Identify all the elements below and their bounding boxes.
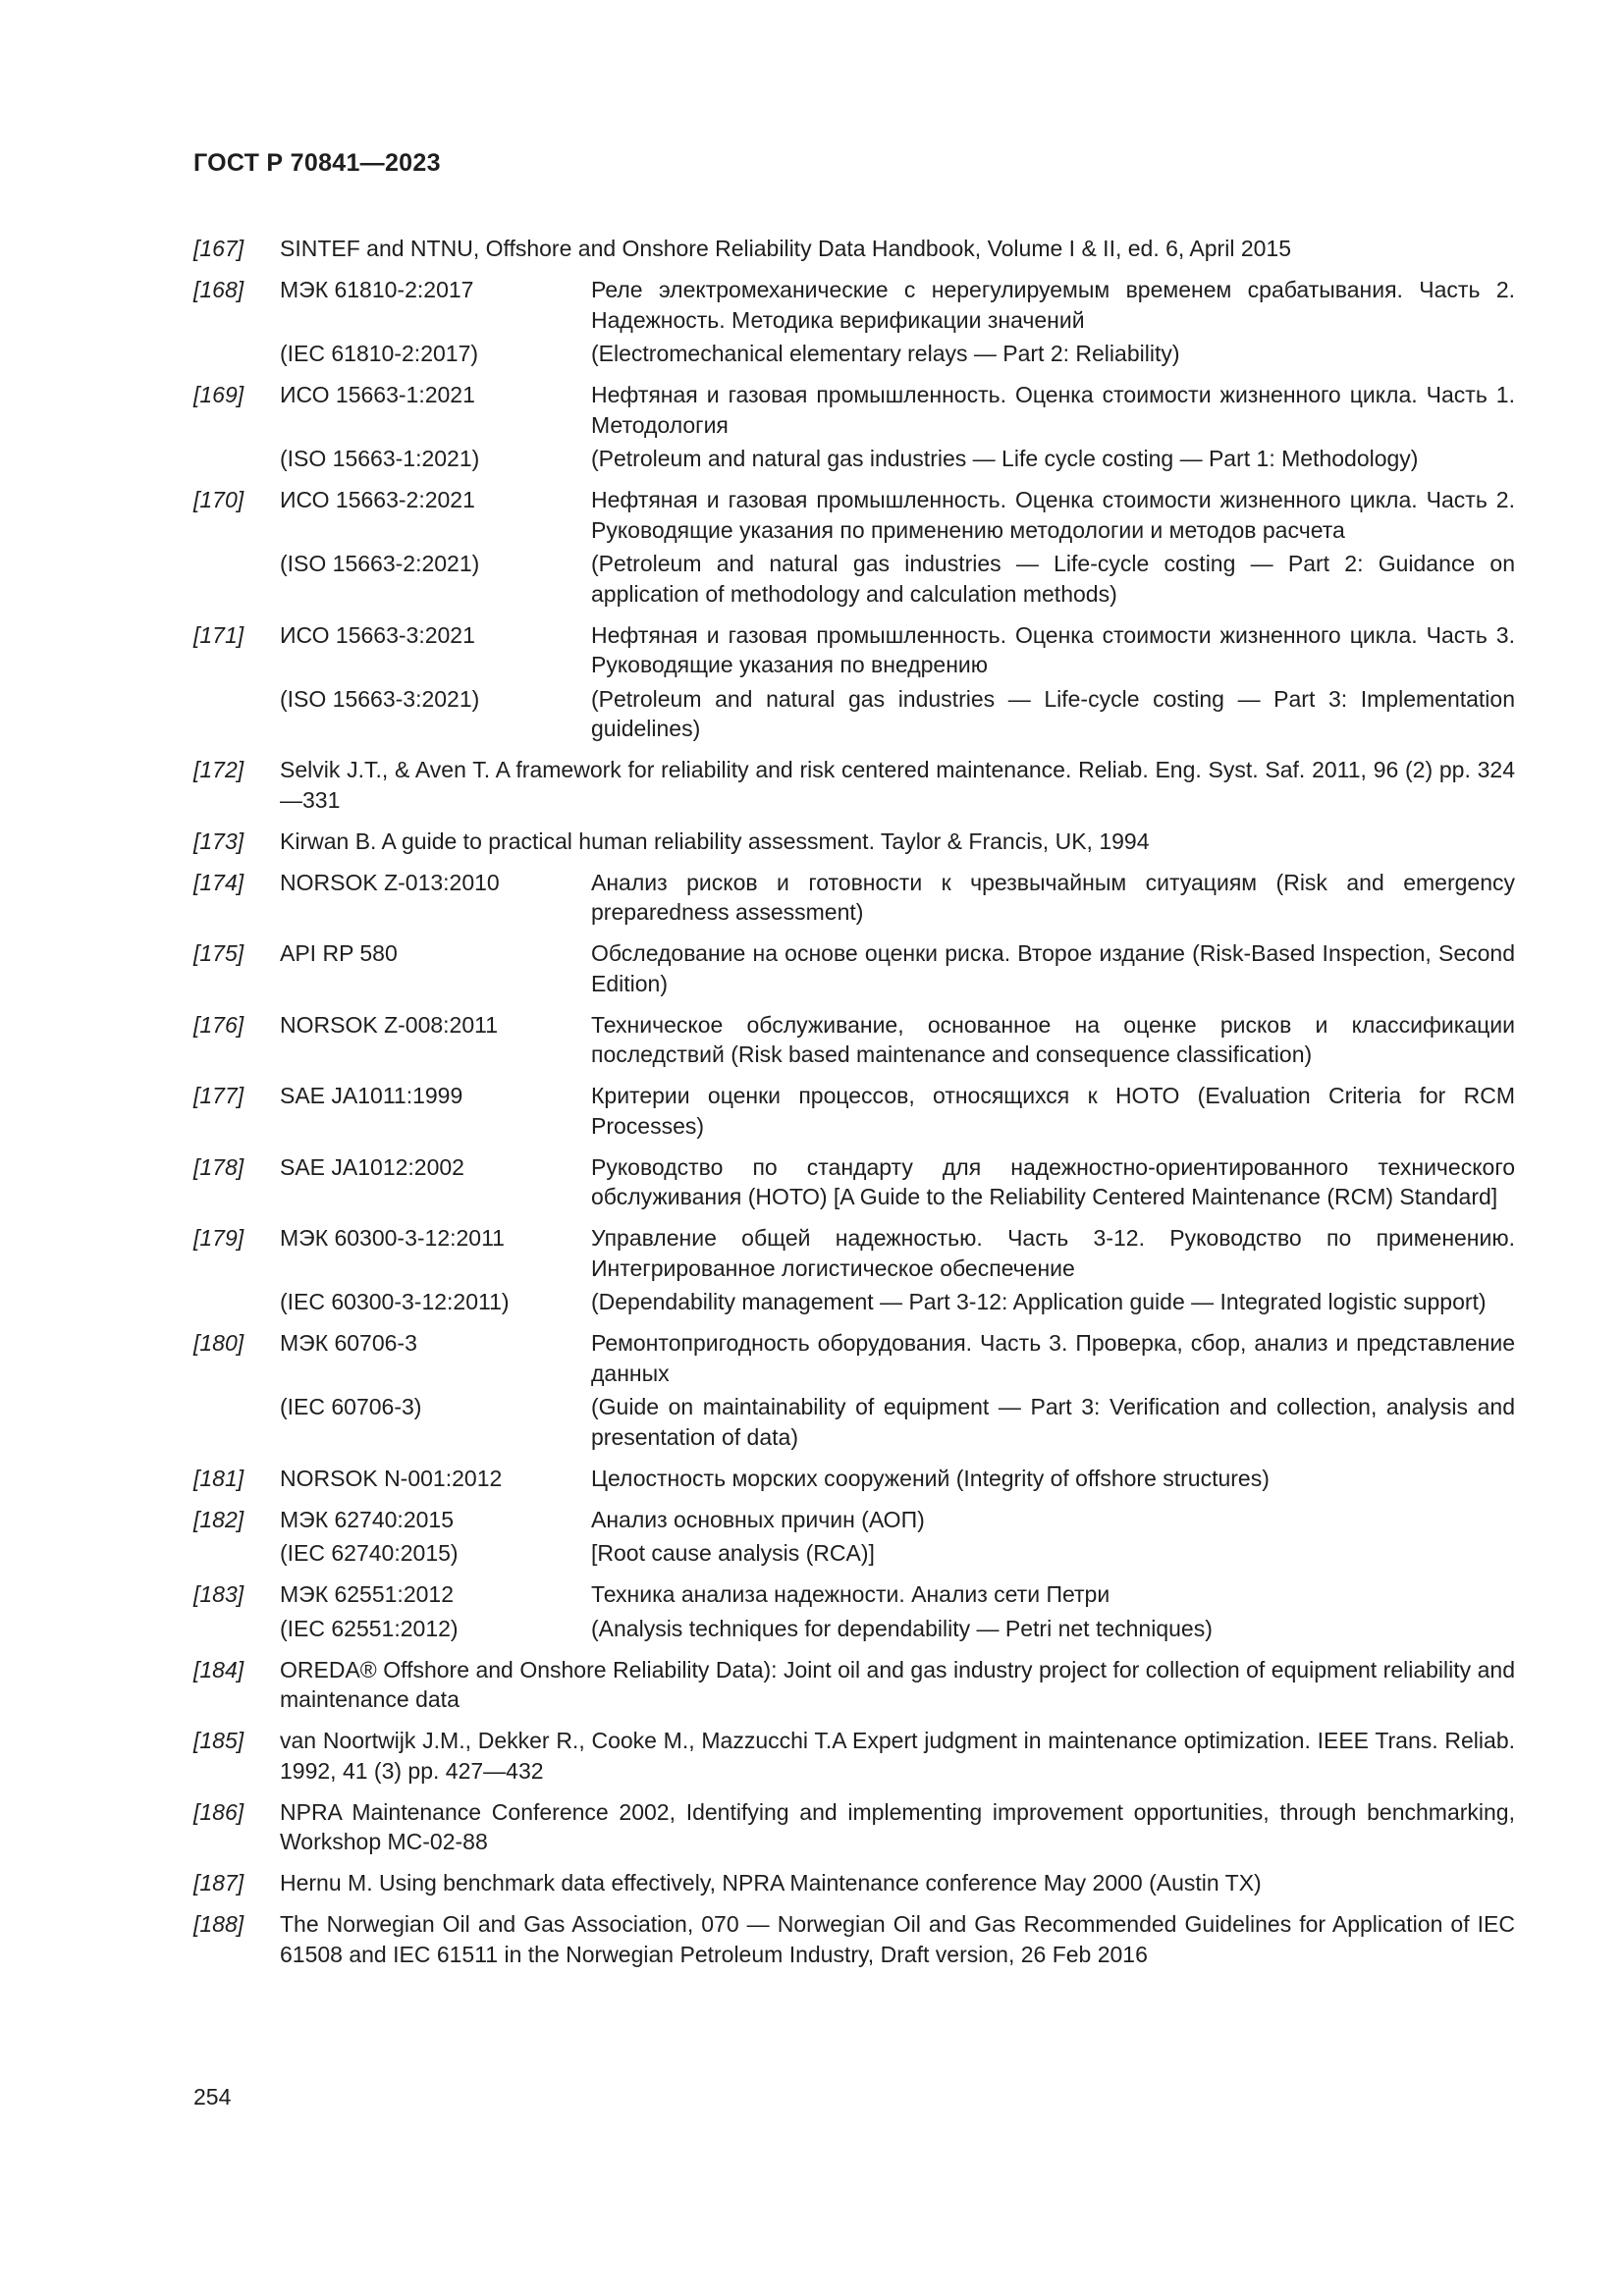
reference-text: SINTEF and NTNU, Offshore and Onshore Reliability Data Handbook, Volume I & II, ed. 6, April 2015 [280, 236, 1291, 261]
reference-text: OREDA® Offshore and Onshore Reliability Data): Joint oil and gas industry project for collection of equipment reliability and maintenance data [280, 1656, 1515, 1712]
reference-entry [193, 485, 1515, 609]
reference-title-en: (Guide on maintainability of equipment — Part 3: Verification and collection, analysis and presentation of data) [591, 1394, 1515, 1450]
page-number: 254 [193, 2084, 232, 2109]
reference-number: [180] [193, 1330, 244, 1356]
reference-code: МЭК 60706-3 [280, 1330, 417, 1356]
reference-entry [193, 938, 1515, 998]
reference-number: [185] [193, 1728, 244, 1753]
reference-code-en: (ISO 15663-2:2021) [280, 551, 480, 576]
reference-entry [193, 234, 1515, 264]
reference-code: ИСО 15663-1:2021 [280, 382, 475, 407]
reference-code: МЭК 62740:2015 [280, 1506, 454, 1532]
reference-title-en: (Petroleum and natural gas industries — Life-cycle costing — Part 2: Guidance on application of methodology and calculation methods) [591, 551, 1515, 607]
reference-code-en: (IEC 60706-3) [280, 1394, 422, 1419]
reference-title: Техника анализа надежности. Анализ сети Петри [591, 1581, 1110, 1607]
reference-text: van Noortwijk J.M., Dekker R., Cooke M., Mazzucchi T.A Expert judgment in maintenance optimization. IEEE Trans. Reliab. 1992, 41 (3) pp. 427—432 [280, 1728, 1515, 1784]
reference-text: NPRA Maintenance Conference 2002, Identifying and implementing improvement opportunities, through benchmarking, Workshop MC-02-88 [280, 1798, 1515, 1854]
reference-number: [183] [193, 1581, 244, 1607]
reference-code: SAE JA1012:2002 [280, 1153, 464, 1180]
reference-number: [178] [193, 1153, 244, 1180]
reference-entry [193, 1726, 1515, 1786]
reference-entry [193, 1010, 1515, 1070]
reference-entry [193, 827, 1515, 857]
reference-title: Ремонтопригодность оборудования. Часть 3. Проверка, сбор, анализ и представление данных [591, 1330, 1515, 1386]
reference-entry [193, 1797, 1515, 1857]
reference-title: Техническое обслуживание, основанное на оценке рисков и классификации последствий (Risk based maintenance and consequence classification) [591, 1011, 1515, 1067]
reference-entry [193, 1909, 1515, 1969]
reference-title: Реле электромеханические с нерегулируемым временем срабатывания. Часть 2. Надежность. Методика верификации значений [591, 277, 1515, 333]
reference-number: [173] [193, 828, 244, 854]
reference-code: NORSOK Z-013:2010 [280, 869, 500, 895]
reference-text: Kirwan B. A guide to practical human reliability assessment. Taylor & Francis, UK, 1994 [280, 828, 1150, 854]
reference-title-en: (Petroleum and natural gas industries — Life cycle costing — Part 1: Methodology) [591, 446, 1419, 471]
reference-number: [187] [193, 1870, 244, 1896]
reference-entry [193, 1081, 1515, 1141]
reference-entry [193, 620, 1515, 744]
reference-code: SAE JA1011:1999 [280, 1083, 463, 1108]
reference-entry [193, 868, 1515, 928]
reference-title-en: (Analysis techniques for dependability — Petri net techniques) [591, 1615, 1213, 1641]
reference-number: [184] [193, 1656, 244, 1682]
reference-number: [186] [193, 1798, 244, 1825]
reference-entry [193, 1579, 1515, 1643]
reference-title: Анализ рисков и готовности к чрезвычайным ситуациям (Risk and emergency preparedness assessment) [591, 869, 1515, 925]
reference-number: [179] [193, 1225, 244, 1251]
reference-entry [193, 275, 1515, 369]
reference-entry [193, 1328, 1515, 1452]
reference-number: [177] [193, 1083, 244, 1108]
reference-title: Критерии оценки процессов, относящихся к НОТО (Evaluation Criteria for RCM Processes) [591, 1083, 1515, 1139]
reference-code-en: (ISO 15663-1:2021) [280, 446, 480, 471]
reference-code: ИСО 15663-2:2021 [280, 487, 475, 512]
reference-title: Управление общей надежностью. Часть 3-12. Руководство по применению. Интегрированное логистическое обеспечение [591, 1225, 1515, 1281]
reference-entry [193, 1223, 1515, 1317]
reference-entry [193, 380, 1515, 474]
reference-code-en: (IEC 62551:2012) [280, 1615, 459, 1641]
reference-number: [167] [193, 236, 244, 261]
reference-code-en: (IEC 60300-3-12:2011) [280, 1289, 510, 1314]
reference-number: [168] [193, 277, 244, 302]
reference-number: [169] [193, 382, 244, 407]
reference-title-en: [Root cause analysis (RCA)] [591, 1540, 875, 1566]
reference-title-en: (Petroleum and natural gas industries — Life-cycle costing — Part 3: Implementation guidelines) [591, 685, 1515, 741]
reference-number: [181] [193, 1465, 244, 1491]
reference-title: Нефтяная и газовая промышленность. Оценка стоимости жизненного цикла. Часть 3. Руководящие указания по внедрению [591, 621, 1515, 677]
reference-number: [176] [193, 1011, 244, 1038]
document-header: ГОСТ Р 70841—2023 [193, 149, 441, 177]
reference-number: [174] [193, 869, 244, 895]
reference-title: Целостность морских сооружений (Integrity of offshore structures) [591, 1465, 1270, 1491]
bibliography-list [193, 234, 1515, 1981]
reference-title: Руководство по стандарту для надежностно-ориентированного технического обслуживания (НОТО) [A Guide to the Reliability Centered Maintenance (RCM) Standard] [591, 1153, 1515, 1209]
reference-code: NORSOK Z-008:2011 [280, 1011, 499, 1038]
reference-entry [193, 1505, 1515, 1569]
reference-number: [188] [193, 1911, 244, 1937]
reference-text: Selvik J.T., & Aven T. A framework for reliability and risk centered maintenance. Reliab. Eng. Syst. Saf. 2011, 96 (2) pp. 324—331 [280, 757, 1515, 813]
reference-entry [193, 1868, 1515, 1898]
reference-entry [193, 1152, 1515, 1212]
reference-text: Hernu M. Using benchmark data effectively, NPRA Maintenance conference May 2000 (Austin TX) [280, 1870, 1262, 1896]
reference-code-en: (IEC 62740:2015) [280, 1540, 459, 1566]
reference-number: [170] [193, 487, 244, 512]
reference-code: МЭК 61810-2:2017 [280, 277, 474, 302]
reference-entry [193, 1464, 1515, 1494]
reference-code-en: (ISO 15663-3:2021) [280, 685, 480, 712]
reference-title: Обследование на основе оценки риска. Второе издание (Risk-Based Inspection, Second Edition) [591, 940, 1515, 996]
reference-code: NORSOK N-001:2012 [280, 1465, 503, 1491]
reference-title-en: (Electromechanical elementary relays — Part 2: Reliability) [591, 341, 1180, 366]
reference-number: [171] [193, 621, 244, 648]
reference-code: ИСО 15663-3:2021 [280, 621, 475, 648]
reference-code-en: (IEC 61810-2:2017) [280, 341, 479, 366]
reference-code: МЭК 60300-3-12:2011 [280, 1225, 505, 1251]
reference-entry [193, 1655, 1515, 1715]
reference-number: [172] [193, 757, 244, 782]
reference-text: The Norwegian Oil and Gas Association, 070 — Norwegian Oil and Gas Recommended Guidelines for Application of IEC 61508 and IEC 61511 in the Norwegian Petroleum Industry, Draft version, 26 Feb 2016 [280, 1911, 1515, 1967]
reference-title: Анализ основных причин (АОП) [591, 1506, 925, 1532]
reference-code: МЭК 62551:2012 [280, 1581, 454, 1607]
reference-title-en: (Dependability management — Part 3-12: Application guide — Integrated logistic support) [591, 1289, 1487, 1314]
reference-title: Нефтяная и газовая промышленность. Оценка стоимости жизненного цикла. Часть 2. Руководящие указания по применению методологии и методов расчета [591, 487, 1515, 543]
reference-title: Нефтяная и газовая промышленность. Оценка стоимости жизненного цикла. Часть 1. Методология [591, 382, 1515, 438]
reference-number: [182] [193, 1506, 244, 1532]
reference-number: [175] [193, 940, 244, 966]
reference-entry [193, 755, 1515, 815]
reference-code: API RP 580 [280, 940, 398, 966]
